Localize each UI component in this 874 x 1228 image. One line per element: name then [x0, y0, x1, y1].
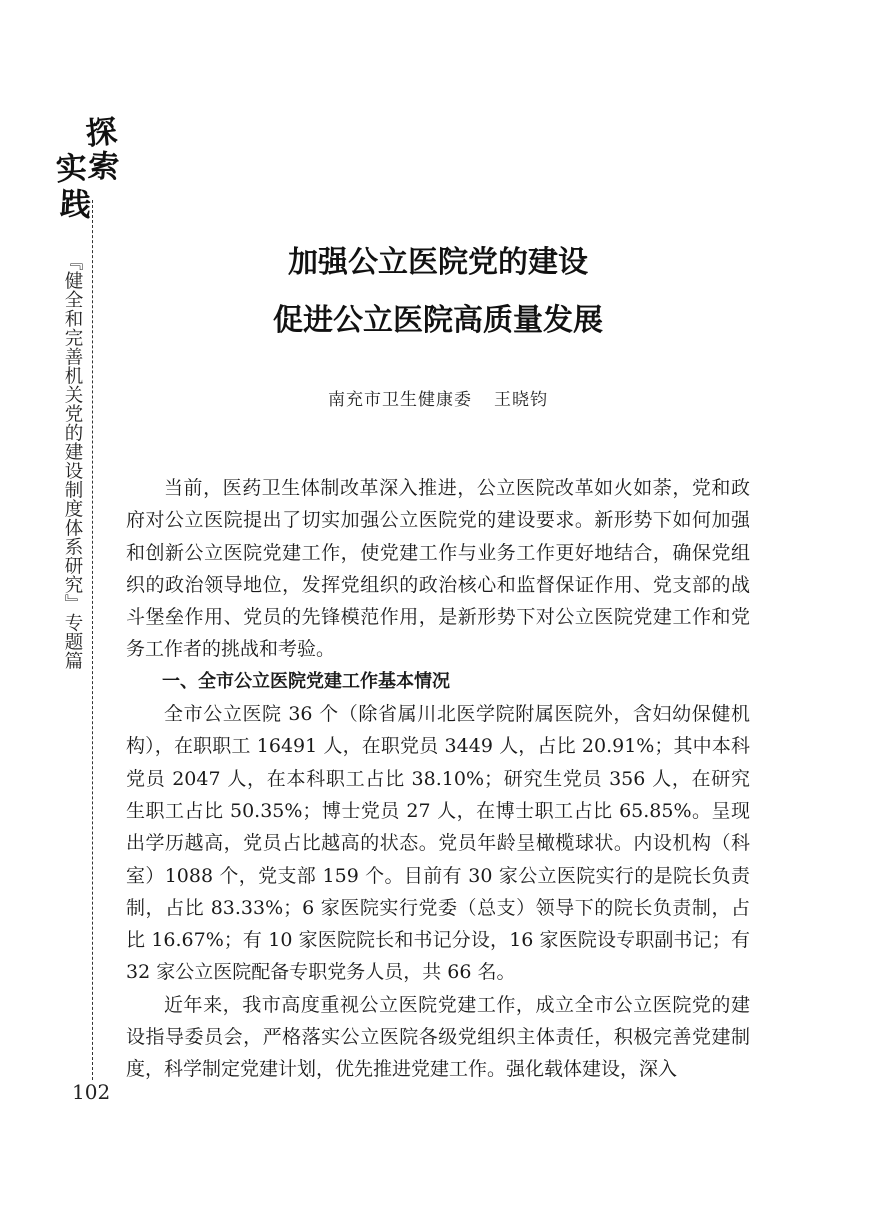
margin-dotted-divider — [92, 200, 93, 1080]
series-title-vertical: 『健全和完善机关党的建设制度体系研究』专题篇 — [62, 252, 83, 670]
page-number: 102 — [72, 1080, 111, 1104]
paragraph-intro: 当前，医药卫生体制改革深入推进，公立医院改革如火如荼，党和政府对公立医院提出了切实加强公立医院党的建设要求。新形势下如何加强和创新公立医院党建工作，使党建工作与业务工作更好地结合，确保党组织的政治领导地位，发挥党组织的政治核心和监督保证作用、党支部的战斗堡垒作用、党员的先锋模范作用，是新形势下对公立医院党建工作和党务工作者的挑战和考验。 — [126, 477, 750, 661]
paragraph-measures: 近年来，我市高度重视公立医院党建工作，成立全市公立医院党的建设指导委员会，严格落实公立医院各级党组织主体责任，积极完善党建制度，科学制定党建计划，优先推进党建工作。强化载体建设，深入 — [126, 993, 750, 1081]
brand-char: 践 — [59, 186, 92, 224]
brand-char: 索 — [86, 147, 121, 187]
author-line — [160, 385, 716, 410]
author-organization: 南充市卫生健康委 — [328, 390, 472, 410]
column-brand-logo — [52, 113, 122, 228]
article-title-line1: 加强公立医院党的建设 — [288, 245, 588, 280]
brand-char: 探 — [84, 113, 119, 153]
article-body — [126, 472, 750, 1086]
article-title-line2: 促进公立医院高质量发展 — [273, 303, 603, 338]
section-heading: 一、全市公立医院党建工作基本情况 — [162, 670, 450, 692]
author-name: 王晓钧 — [494, 390, 548, 410]
brand-char: 实 — [54, 149, 89, 189]
paragraph-statistics: 全市公立医院 36 个（除省属川北医学院附属医院外，含妇幼保健机构），在职职工 16491 人，在职党员 3449 人，占比 20.91%；其中本科党员 2047 人，在本科职工占比 38.10%；研究生党员 356 人，在研究生职工占比 50.35%；博士党员 27 人，在博士职工占比 65.85%。呈现出学历越高，党员占比越高的状态。党员年龄呈橄榄球状。内设机构（科室）1088 个，党支部 159 个。目前有 30 家公立医院实行的是院长负责制，占比 83.33%；6 家医院实行党委（总支）领导下的院长负责制，占比 16.67%；有 10 家医院院长和书记分设，16 家医院设专职副书记；有 32 家公立医院配备专职党务人员，共 66 名。 — [126, 703, 750, 984]
